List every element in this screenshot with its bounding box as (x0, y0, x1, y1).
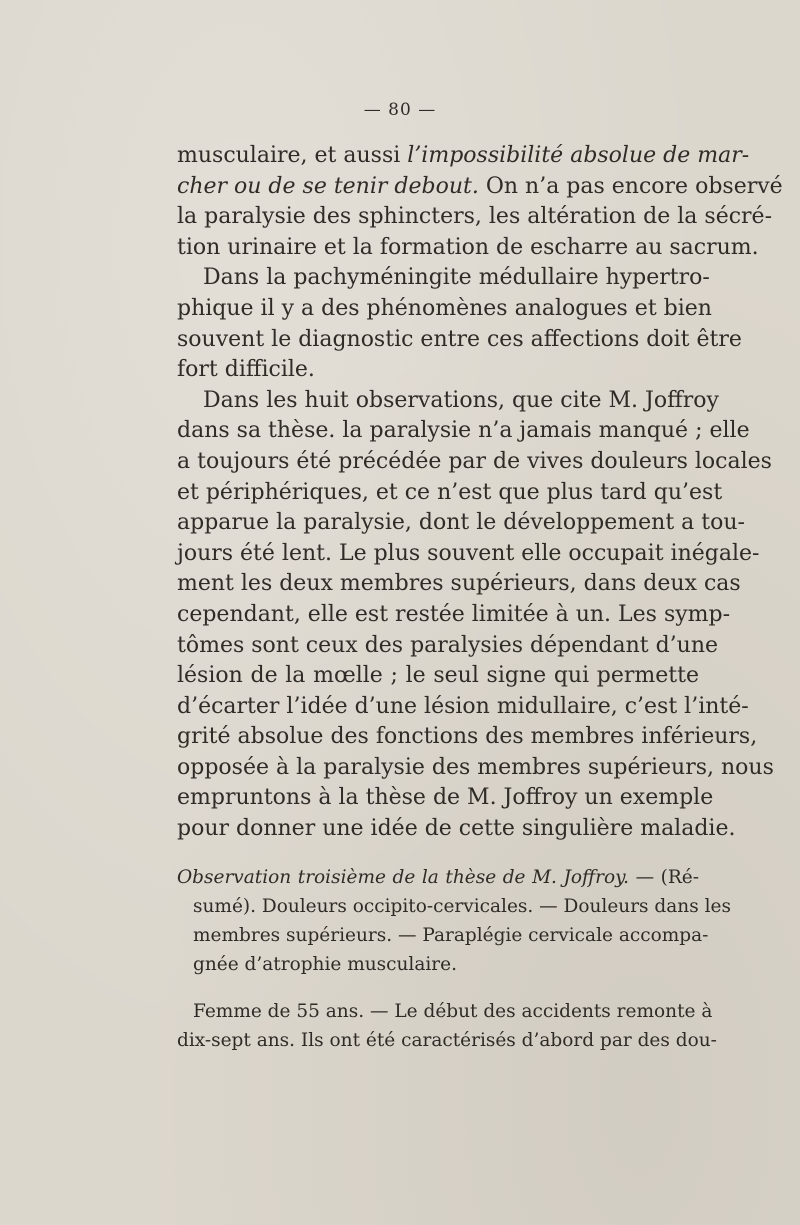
text-line: a toujours été précédée par de vives douleurs locales (177, 448, 772, 474)
text-line: empruntons à la thèse de M. Joffroy un exemple (177, 785, 714, 811)
text-line: Femme de 55 ans. — Le début des accidents remonte à (193, 1000, 713, 1022)
text-line: la paralysie des sphincters, les altération de la sécré- (177, 204, 772, 230)
text-line: phique il y a des phénomènes analogues et bien (177, 295, 712, 321)
spacer (177, 845, 699, 863)
text-line: cher ou de se tenir debout. On n’a pas encore observé (177, 173, 783, 199)
text-line: opposée à la paralysie des membres supérieurs, nous (177, 754, 774, 780)
text-line: membres supérieurs. — Paraplégie cervicale accompa- (193, 924, 709, 946)
text-line: dix-sept ans. Ils ont été caractérisés d’abord par des dou- (177, 1029, 717, 1051)
text-line: tion urinaire et la formation de escharre au sacrum. (177, 234, 759, 260)
text-line: jours été lent. Le plus souvent elle occupait inégale- (177, 540, 760, 566)
text-line: apparue la paralysie, dont le développement a tou- (177, 510, 745, 536)
text-line: gnée d’atrophie musculaire. (193, 953, 457, 975)
spacer (177, 979, 699, 997)
text-line: Dans les huit observations, que cite M. Joffroy (203, 387, 719, 413)
text-line: et périphériques, et ce n’est que plus tard qu’est (177, 479, 723, 505)
text-line: d’écarter l’idée d’une lésion midullaire, c’est l’inté- (177, 693, 749, 719)
case-description (177, 997, 717, 1055)
page-number: — 80 — (363, 100, 437, 120)
body-text (177, 141, 783, 1055)
text-line: dans sa thèse. la paralysie n’a jamais manqué ; elle (177, 418, 750, 444)
text-line: fort difficile. (177, 357, 315, 383)
text-line: Dans la pachyméningite médullaire hypertro- (203, 265, 710, 291)
text-line: musculaire, et aussi l’impossibilité absolue de mar- (177, 143, 750, 168)
text-line: cependant, elle est restée limitée à un. Les symp- (177, 601, 731, 627)
text-line: tômes sont ceux des paralysies dépendant d’une (177, 632, 719, 658)
text-line: sumé). Douleurs occipito-cervicales. — Douleurs dans les (193, 895, 731, 917)
text-line: grité absolue des fonctions des membres inférieurs, (177, 724, 758, 750)
text-line: lésion de la mœlle ; le seul signe qui permette (177, 663, 699, 689)
text-line: Observation troisième de la thèse de M. Joffroy. — (Ré- (177, 866, 699, 888)
text-line: ment les deux membres supérieurs, dans deux cas (177, 571, 741, 597)
observation-summary (177, 863, 731, 979)
text-line: souvent le diagnostic entre ces affections doit être (177, 326, 742, 352)
text-line: pour donner une idée de cette singulière maladie. (177, 816, 736, 842)
